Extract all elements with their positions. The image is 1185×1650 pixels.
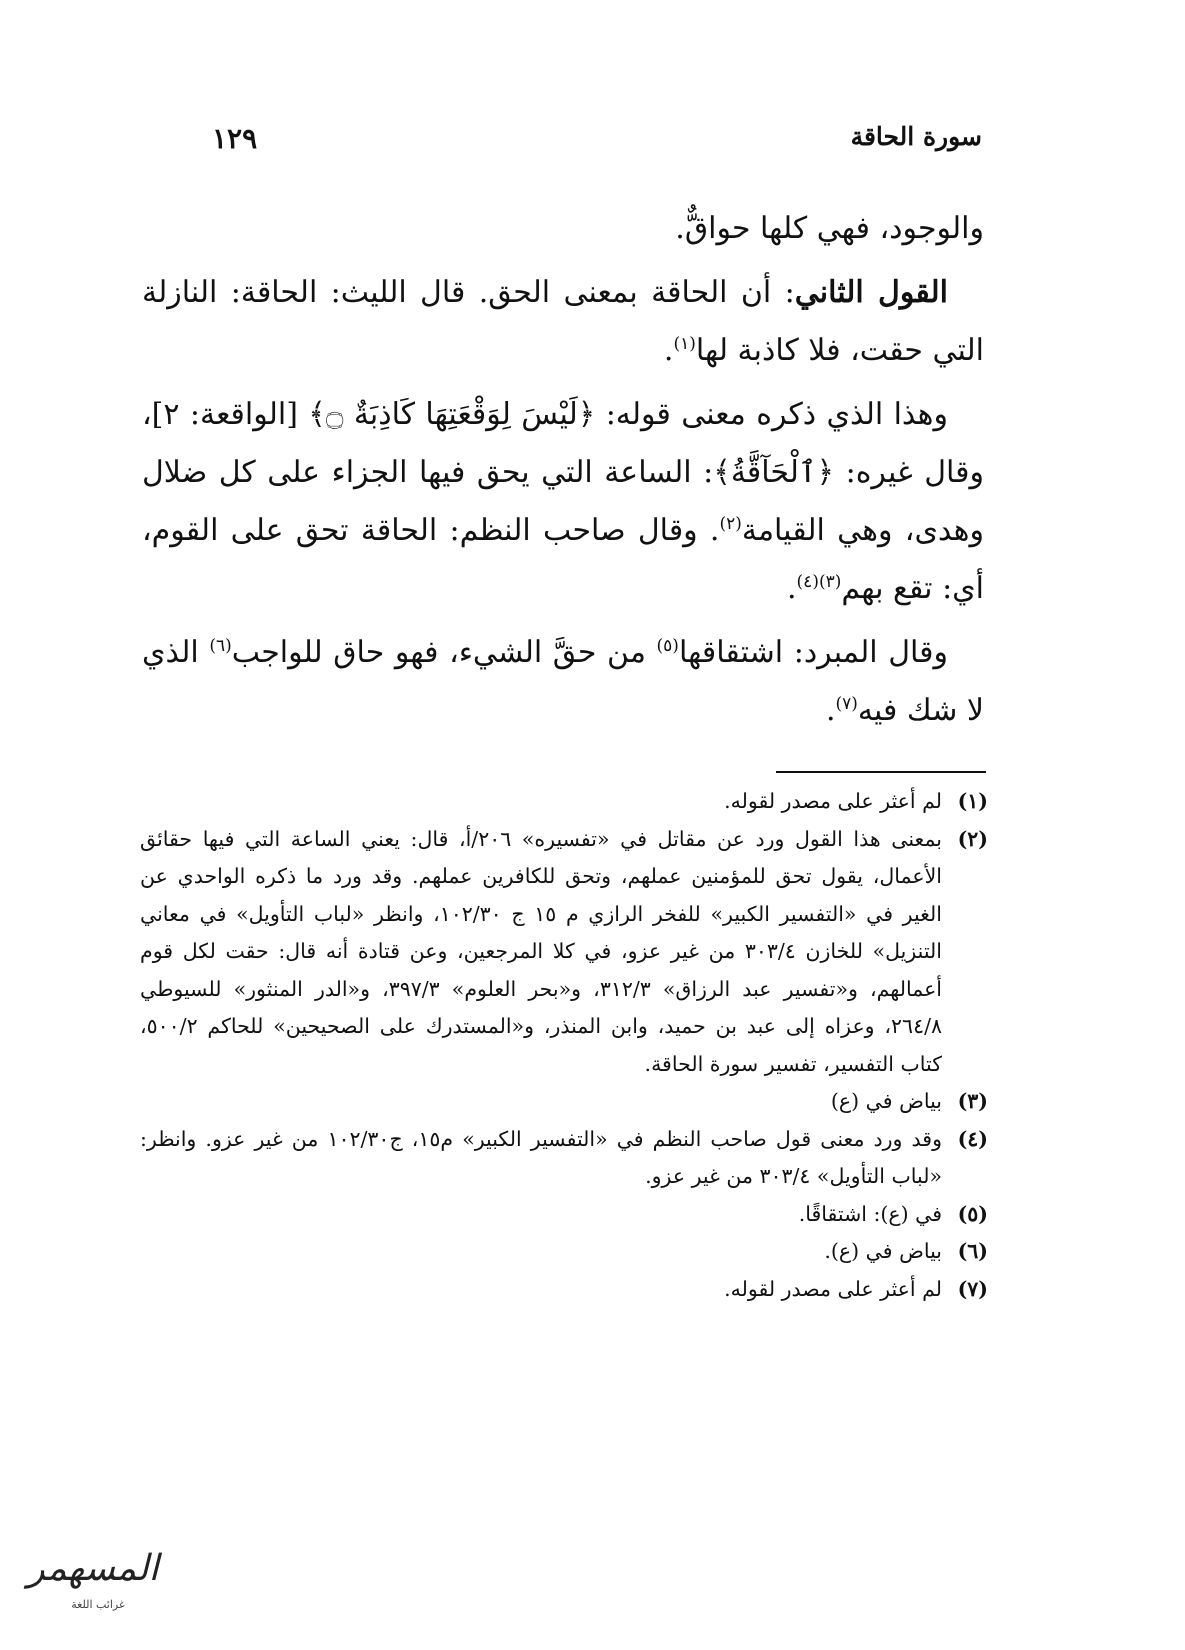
quran-verse: ﴿لَيْسَ لِوَقْعَتِهَا كَاذِبَةٌ ۝﴾ bbox=[308, 397, 596, 432]
paragraph-4: وقال المبرد: اشتقاقها$^{(٥)}$ من حقَّ الشيء، فهو حاق للواجب$^{(٦)}$ الذي لا شك فيه$^{(٧)}$. bbox=[142, 635, 984, 728]
footnote-ref[interactable]: (٢) bbox=[719, 514, 742, 534]
footnote-number: (٦) bbox=[957, 1239, 988, 1263]
footnote bbox=[140, 1196, 988, 1234]
footnote-text: بياض في (ع). bbox=[824, 1239, 942, 1263]
footnote-ref[interactable]: (٦) bbox=[209, 636, 232, 656]
watermark-sub: غرائب اللغة bbox=[71, 1598, 125, 1611]
footnote-number: (٢) bbox=[957, 826, 988, 851]
footnote-text: بمعنى هذا القول ورد عن مقاتل في «تفسيره» ٢٠٦/أ، قال: يعني الساعة التي فيها حقائق الأعمال، يقول تحق للمؤمنين عملهم، وتحق للكافرين عملهم. وقد ورد ما ذكره الواحدي عن الغير في «التفسير الكبير» للفخر الرازي م ١٥ ج ١٠٢/٣٠، وانظر «لباب التأويل» في معاني التنزيل» للخازن ٣٠٣/٤ من غير عزو، في كلا المرجعين، وعن قتادة أنه قال: حقت لكل قوم أعمالهم، و«تفسير عبد الرزاق» ٣١٢/٣، و«بحر العلوم» ٣٩٧/٣، و«الدر المنثور» للسيوطي ٢٦٤/٨، وعزاه إلى عبد بن حميد، وابن المنذر، و«المستدرك على الصحيحين» للحاكم ٥٠٠/٢، كتاب التفسير، تفسير سورة الحاقة. bbox=[140, 826, 943, 1076]
surah-title: سورة الحاقة bbox=[850, 122, 982, 151]
footnote bbox=[140, 783, 988, 821]
footnote bbox=[140, 1121, 988, 1196]
footnote-ref[interactable]: (٥) bbox=[656, 636, 679, 656]
footnote-ref[interactable]: (٧) bbox=[835, 694, 858, 714]
main-text bbox=[142, 200, 984, 746]
paragraph-2: القول الثاني: أن الحاقة بمعنى الحق. قال الليث: الحاقة: النازلة التي حقت، فلا كاذبة لها$^{(١)}$. bbox=[142, 275, 984, 368]
footnote-text: لم أعثر على مصدر لقوله. bbox=[724, 1276, 942, 1301]
bold-phrase: القول الثاني bbox=[794, 275, 948, 310]
footnote-text: وقد ورد معنى قول صاحب النظم في «التفسير الكبير» م١٥، ج١٠٢/٣٠ من غير عزو. وانظر: «لباب التأويل» ٣٠٣/٤ من غير عزو. bbox=[140, 1126, 942, 1188]
paragraph-3: وهذا الذي ذكره معنى قوله: ﴿لَيْسَ لِوَقْعَتِهَا كَاذِبَةٌ ۝﴾ [الواقعة: ٢]، وقال غيره: ﴿ٱلْحَآقَّةُ﴾: الساعة التي يحق فيها الجزاء على كل ضلال وهدى، وهي القيامة$^{(٢)}$. وقال صاحب النظم: الحاقة تحق على القوم، أي: تقع بهم$^{(٣)(٤)}$. bbox=[142, 397, 985, 606]
quran-verse: ﴿ٱلْحَآقَّةُ﴾ bbox=[713, 455, 835, 490]
footnote-text: لم أعثر على مصدر لقوله. bbox=[724, 789, 942, 813]
footnote-ref[interactable]: (١) bbox=[673, 334, 696, 354]
footnote-number: (٤) bbox=[957, 1126, 988, 1151]
footnotes bbox=[140, 783, 988, 1308]
footnote-number: (١) bbox=[957, 789, 988, 813]
footnote-divider bbox=[776, 771, 986, 773]
footnote-text: بياض في (ع) bbox=[830, 1089, 942, 1113]
footnote-ref[interactable]: (٣)(٤) bbox=[796, 572, 842, 592]
watermark-main: المسهمر bbox=[27, 1548, 159, 1589]
footnote bbox=[140, 1083, 988, 1121]
watermark-logo bbox=[18, 1548, 168, 1628]
page-number: ١٢٩ bbox=[212, 122, 258, 155]
footnote bbox=[140, 1233, 988, 1271]
footnote bbox=[140, 821, 988, 1084]
footnote-number: (٣) bbox=[957, 1089, 988, 1113]
footnote bbox=[140, 1271, 988, 1309]
footnote-number: (٥) bbox=[957, 1201, 988, 1226]
running-header bbox=[212, 122, 982, 162]
footnote-number: (٧) bbox=[957, 1276, 988, 1301]
footnote-text: في (ع): اشتقاقًا. bbox=[798, 1201, 942, 1226]
paragraph-1: والوجود، فهي كلها حواقٌّ. bbox=[675, 211, 984, 246]
